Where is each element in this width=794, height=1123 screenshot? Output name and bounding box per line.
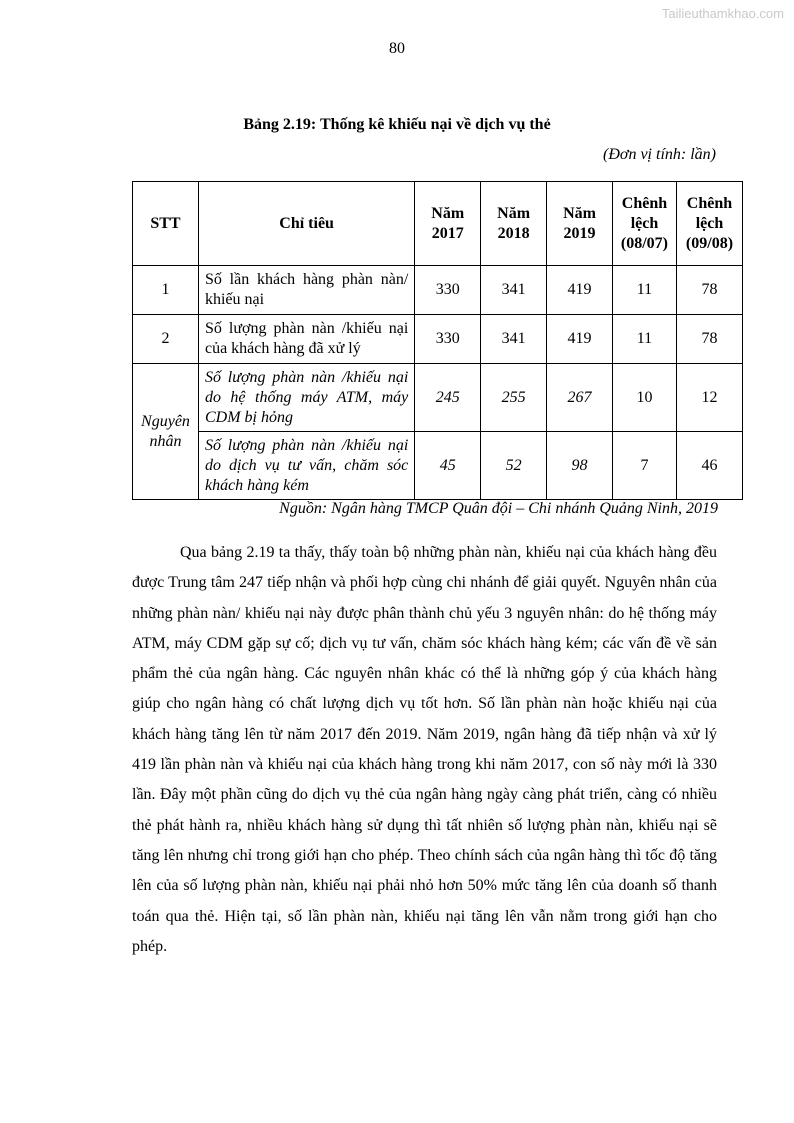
header-diff-08-07: Chênh lệch (08/07) xyxy=(612,182,676,266)
indicator-text: Số lượng phàn nàn /khiếu nại của khách hàng đã xử lý xyxy=(204,320,409,357)
cell-stt: 2 xyxy=(133,315,199,364)
table-row xyxy=(133,364,743,432)
indicator-text: Số lượng phàn nàn /khiếu nại do hệ thống máy ATM, máy CDM bị hỏng xyxy=(204,368,409,426)
cell-cause-group: Nguyên nhân xyxy=(133,364,199,500)
cell-2017: 330 xyxy=(415,315,481,364)
table-row xyxy=(133,432,743,500)
header-2018: Năm 2018 xyxy=(481,182,547,266)
cell-diff-08-07: 10 xyxy=(612,364,676,432)
cell-stt: 1 xyxy=(133,266,199,315)
cell-2018: 341 xyxy=(481,266,547,315)
cell-2018: 341 xyxy=(481,315,547,364)
table-title: Bảng 2.19: Thống kê khiếu nại về dịch vụ thẻ xyxy=(243,116,551,133)
cell-diff-09-08: 78 xyxy=(676,315,742,364)
cell-diff-09-08: 12 xyxy=(676,364,742,432)
table-header-row xyxy=(133,182,743,266)
table-row xyxy=(133,315,743,364)
cell-2019: 98 xyxy=(547,432,613,500)
cell-2019: 267 xyxy=(547,364,613,432)
cell-2017: 330 xyxy=(415,266,481,315)
header-stt: STT xyxy=(133,182,199,266)
source-note: Nguồn: Ngân hàng TMCP Quân đội – Chi nhánh Quảng Ninh, 2019 xyxy=(279,500,718,517)
table-row xyxy=(133,266,743,315)
indicator-text: Số lượng phàn nàn /khiếu nại do dịch vụ tư vấn, chăm sóc khách hàng kém xyxy=(204,436,409,494)
cell-diff-08-07: 7 xyxy=(612,432,676,500)
header-indicator: Chỉ tiêu xyxy=(198,182,414,266)
cell-2019: 419 xyxy=(547,315,613,364)
cell-2017: 45 xyxy=(415,432,481,500)
cell-indicator xyxy=(198,315,414,364)
cell-indicator xyxy=(198,364,414,432)
cell-2018: 255 xyxy=(481,364,547,432)
indicator-text: Số lần khách hàng phàn nàn/ khiếu nại xyxy=(204,271,409,308)
header-2019: Năm 2019 xyxy=(547,182,613,266)
statistics-table xyxy=(132,181,743,500)
page-number: 80 xyxy=(389,40,405,57)
cell-2017: 245 xyxy=(415,364,481,432)
watermark: Tailieuthamkhao.com xyxy=(661,6,784,21)
header-2017: Năm 2017 xyxy=(415,182,481,266)
cell-indicator xyxy=(198,432,414,500)
cell-diff-09-08: 78 xyxy=(676,266,742,315)
cell-2018: 52 xyxy=(481,432,547,500)
cell-2019: 419 xyxy=(547,266,613,315)
cell-diff-09-08: 46 xyxy=(676,432,742,500)
body-paragraph: Qua bảng 2.19 ta thấy, thấy toàn bộ những phàn nàn, khiếu nại của khách hàng đều được Trung tâm 247 tiếp nhận và phối hợp cùng chi nhánh để giải quyết. Nguyên nhân của những phàn nàn/ khiếu nại này được phân thành chủ yếu 3 nguyên nhân: do hệ thống máy ATM, máy CDM gặp sự cố; dịch vụ tư vấn, chăm sóc khách hàng kém; các vấn đề về sản phẩm thẻ của ngân hàng. Các nguyên nhân khác có thể là những góp ý của khách hàng giúp cho ngân hàng có chất lượng dịch vụ tốt hơn. Số lần phàn nàn hoặc khiếu nại của khách hàng tăng lên từ năm 2017 đến 2019. Năm 2019, ngân hàng đã tiếp nhận và xử lý 419 lần phàn nàn và khiếu nại của khách hàng trong khi năm 2017, con số này mới là 330 lần. Đây một phần cũng do dịch vụ thẻ của ngân hàng ngày càng phát triển, càng có nhiều thẻ phát hành ra, nhiều khách hàng sử dụng thì tất nhiên số lượng phàn nàn, khiếu nại sẽ tăng lên nhưng chỉ trong giới hạn cho phép. Theo chính sách của ngân hàng thì tốc độ tăng lên của số lượng phàn nàn, khiếu nại phải nhỏ hơn 50% mức tăng lên của doanh số thanh toán qua thẻ. Hiện tại, số lần phàn nàn, khiếu nại tăng lên vẫn nằm trong giới hạn cho phép. xyxy=(132,544,717,955)
cell-indicator xyxy=(198,266,414,315)
cell-diff-08-07: 11 xyxy=(612,315,676,364)
cell-diff-08-07: 11 xyxy=(612,266,676,315)
header-diff-09-08: Chênh lệch (09/08) xyxy=(676,182,742,266)
unit-note: (Đơn vị tính: lần) xyxy=(603,146,716,163)
